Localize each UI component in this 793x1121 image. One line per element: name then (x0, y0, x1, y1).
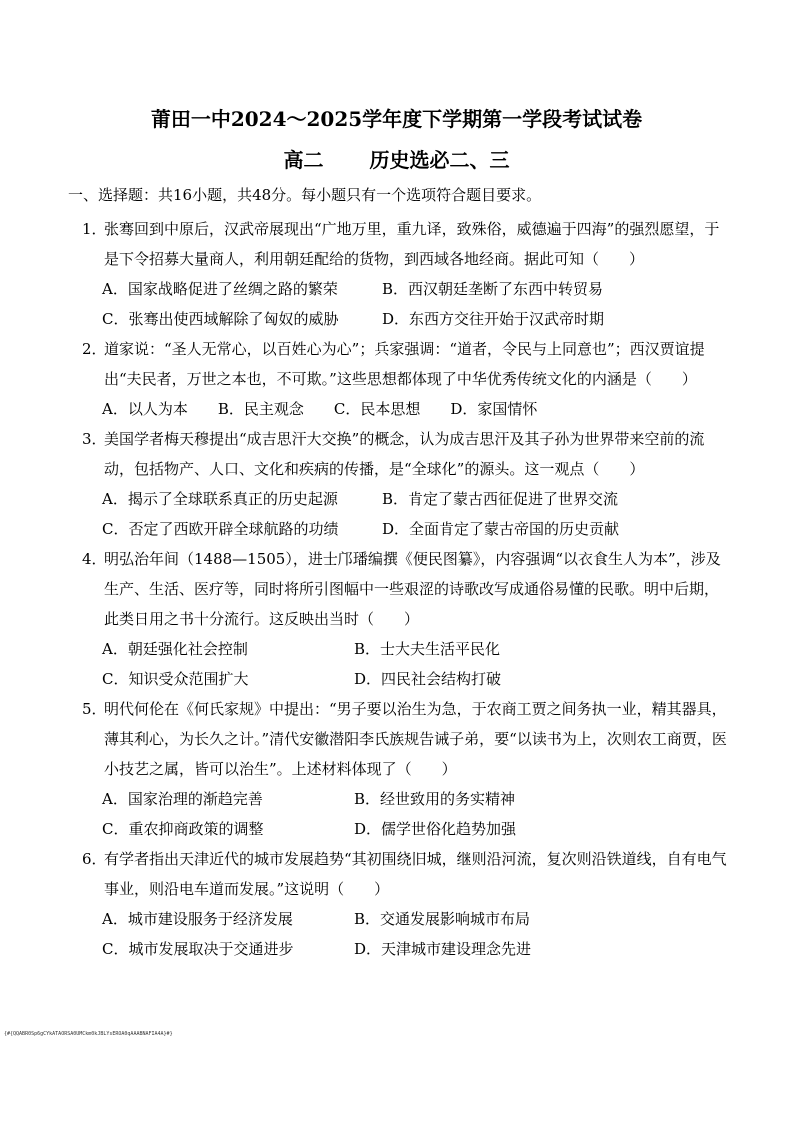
question-list (0, 214, 793, 964)
section-heading: 一、选择题：共16小题，共48分。每小题只有一个选项符合题目要求。 (68, 186, 542, 204)
question-stem: 明弘治年间（1488—1505），进士邝璠编撰《便民图纂》，内容强调“以衣食生人为本”，涉及生产、生活、医疗等，同时将所引图幅中一些艰涩的诗歌改写成通俗易懂的民歌。明中后期，此类日用之书十分流行。这反映出当时（ ） (104, 550, 721, 628)
question-number: 3． (82, 430, 107, 448)
question-stem: 张骞回到中原后，汉武帝展现出“广地万里，重九译，致殊俗，威德遍于四海”的强烈愿望，于是下令招募大量商人，利用朝廷配给的货物，到西域各地经商。据此可知（ ） (104, 220, 720, 268)
option-a: A．国家战略促进了丝绸之路的繁荣 (102, 280, 338, 298)
question-4 (82, 544, 732, 694)
question-stem: 明代何伦在《何氏家规》中提出：“男子要以治生为急，于农商工贾之间务执一业，精其器具，薄其利心，为长久之计。”清代安徽潜阳李氏族规告诫子弟，要“以读书为上，次则农工商贾，医小技艺之属，皆可以治生”。上述材料体现了（ ） (104, 700, 727, 778)
option-c: C．否定了西欧开辟全球航路的功绩 (102, 520, 339, 538)
question-stem: 美国学者梅天穆提出“成吉思汗大交换”的概念，认为成吉思汗及其子孙为世界带来空前的流动，包括物产、人口、文化和疾病的传播，是“全球化”的源头。这一观点（ ） (104, 430, 705, 478)
question-number: 5． (82, 700, 107, 718)
option-b: B．西汉朝廷垄断了东西中转贸易 (382, 280, 604, 298)
grade-label: 高二 (283, 148, 324, 172)
option-d: D．家国情怀 (450, 400, 538, 418)
option-c: C．重农抑商政策的调整 (102, 820, 264, 838)
option-b: B．交通发展影响城市布局 (354, 910, 531, 928)
option-c: C．知识受众范围扩大 (102, 670, 249, 688)
question-1 (82, 214, 732, 334)
option-c: C．张骞出使西域解除了匈奴的威胁 (102, 310, 339, 328)
option-a: A．国家治理的渐趋完善 (102, 790, 263, 808)
page-subtitle (0, 144, 793, 173)
question-2 (82, 334, 732, 424)
option-a: A．以人为本 (102, 400, 188, 418)
option-d: D．东西方交往开始于汉武帝时期 (382, 310, 605, 328)
watermark-code: {#{QQABR0Sp6gCYkATAORSA0UMCkm0kJBLYsEROA0qAAABNAFIA4A}#} (4, 1031, 173, 1037)
option-b: B．经世致用的务实精神 (354, 790, 516, 808)
question-3 (82, 424, 732, 544)
question-stem: 有学者指出天津近代的城市发展趋势“其初围绕旧城，继则沿河流，复次则沿铁道线，自有电气事业，则沿电车道而发展。”这说明（ ） (104, 850, 727, 898)
page-title: 莆田一中2024～2025学年度下学期第一学段考试试卷 (150, 107, 643, 131)
option-c: C．民本思想 (333, 400, 421, 418)
option-a: A．城市建设服务于经济发展 (102, 910, 293, 928)
option-d: D．四民社会结构打破 (354, 670, 502, 688)
subject-label: 历史选必二、三 (369, 148, 510, 172)
question-number: 4． (82, 550, 107, 568)
question-5 (82, 694, 732, 844)
question-6 (82, 844, 732, 964)
option-d: D．全面肯定了蒙古帝国的历史贡献 (382, 520, 620, 538)
option-a: A．朝廷强化社会控制 (102, 640, 248, 658)
question-number: 6． (82, 850, 107, 868)
option-d: D．儒学世俗化趋势加强 (354, 820, 517, 838)
question-number: 1． (82, 220, 107, 238)
option-a: A．揭示了全球联系真正的历史起源 (102, 490, 338, 508)
option-d: D．天津城市建设理念先进 (354, 940, 532, 958)
question-number: 2． (82, 340, 107, 358)
option-b: B．民主观念 (217, 400, 304, 418)
option-c: C．城市发展取决于交通进步 (102, 940, 294, 958)
question-stem: 道家说：“圣人无常心，以百姓心为心”；兵家强调：“道者，令民与上同意也”；西汉贾谊提出“夫民者，万世之本也，不可欺。”这些思想都体现了中华优秀传统文化的内涵是（ ） (104, 340, 705, 388)
option-b: B．肯定了蒙古西征促进了世界交流 (382, 490, 619, 508)
option-b: B．士大夫生活平民化 (354, 640, 501, 658)
